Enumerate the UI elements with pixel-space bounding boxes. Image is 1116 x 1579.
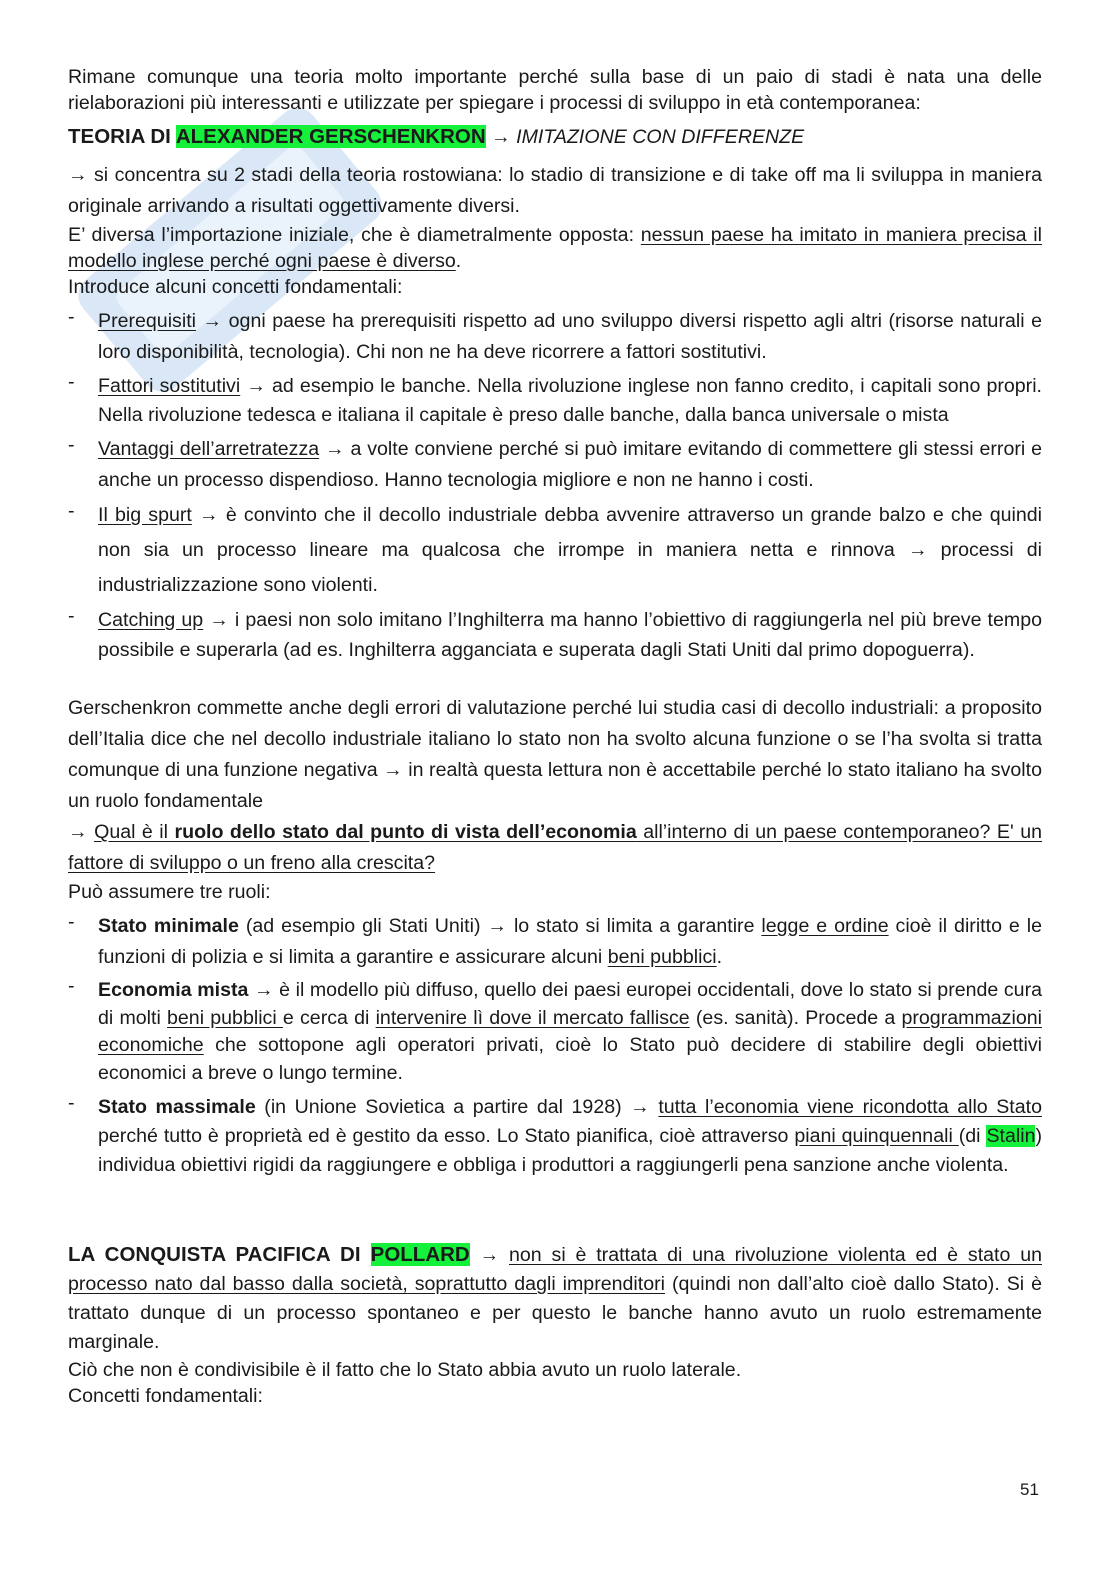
role-underline: programmazioni economiche — [98, 1006, 1042, 1056]
intro-paragraph: Rimane comunque una teoria molto importante perché sulla base di un paio di stadi è nata una delle rielaborazioni più interessanti e utilizzate per spiegare i processi di sviluppo in età contemporanea: — [68, 66, 1042, 114]
concept-term: Prerequisiti — [98, 310, 197, 332]
pollard-heading-prefix: LA CONQUISTA PACIFICA DI — [68, 1243, 371, 1266]
concept-term: Vantaggi dell’arretratezza — [98, 438, 320, 460]
role-underline: tutta l’economia viene ricondotta allo Stato — [658, 1096, 1042, 1118]
concept-text: → ogni paese ha prerequisiti rispetto ad uno sviluppo diversi rispetto agli altri (risorse naturali e loro disponibilità, tecnologia). Chi non ne ha deve ricorrere a fattori sostitutivi. — [98, 310, 1042, 363]
role-text: (di — [958, 1125, 987, 1147]
state-role-q-end: all’interno di un paese contemporaneo? E' un fattore di sviluppo o un freno alla crescita? — [68, 821, 1042, 874]
list-item — [68, 498, 1042, 603]
role-text: e cerca di — [282, 1006, 376, 1029]
pollard-paragraph — [68, 1240, 1042, 1357]
pollard-p3: Concetti fondamentali: — [68, 1385, 263, 1407]
role-text: (es. sanità). Procede a — [689, 1006, 902, 1029]
role-underline: legge e ordine — [761, 915, 889, 937]
list-item-minimal-state — [68, 911, 1042, 973]
stalin-highlight: Stalin — [986, 1125, 1036, 1147]
concept-text: → i paesi non solo imitano l’Inghilterra ma hanno l’obiettivo di raggiungerla nel più breve tempo possibile e superarla (ad es. Inghilterra agganciata e superata dagli Stati Uniti dal primo dopoguerra). — [98, 609, 1042, 661]
pollard-text: (quindi non dall’alto cioè dallo Stato). Si è trattato dunque di un processo spontaneo e per questo le banche hanno avuto un ruolo estremamente marginale. — [68, 1273, 1042, 1353]
state-role-question — [68, 817, 1042, 879]
gerschenkron-p2-lead: E’ diversa l’importazione iniziale, che è diametralmente opposta: — [68, 224, 641, 246]
concept-text: → è convinto che il decollo industriale debba avvenire attraverso un grande balzo e che quindi non sia un processo lineare ma qualcosa che irrompe in maniera netta e rinnova → processi di industrializzazione sono violenti. — [98, 504, 1042, 596]
role-text: . — [716, 946, 723, 968]
list-item — [68, 434, 1042, 496]
page-number: 51 — [1020, 1480, 1039, 1499]
list-item — [68, 306, 1042, 368]
role-underline: beni pubblici — [607, 946, 717, 968]
list-item — [68, 372, 1042, 430]
gerschenkron-heading — [68, 122, 1042, 152]
pollard-underline: non si è trattata di una rivoluzione violenta ed è stato un processo nato dal basso dalla società, soprattutto dagli imprenditori — [68, 1244, 1043, 1295]
gerschenkron-name-highlight: ALEXANDER GERSCHENKRON — [175, 125, 486, 148]
role-underline: beni pubblici — [167, 1006, 283, 1029]
concept-text: → a volte conviene perché si può imitare evitando di commettere gli stessi errori e anche un processo dispendioso. Hanno tecnologia migliore e non ne hanno i costi. — [98, 438, 1042, 491]
gerschenkron-p2-underline: nessun paese ha imitato in maniera precisa il modello inglese perché ogni paese è diverso — [68, 224, 1042, 272]
gerschenkron-p2-end: . — [455, 250, 462, 272]
role-text: (ad esempio gli Stati Uniti) → lo stato si limita a garantire — [238, 915, 762, 937]
gerschenkron-p3: Introduce alcuni concetti fondamentali: — [68, 276, 403, 298]
list-item-mixed-economy — [68, 977, 1042, 1087]
pollard-name-highlight: POLLARD — [370, 1243, 470, 1266]
role-term: Stato massimale — [98, 1096, 256, 1118]
gerschenkron-arrow: → — [485, 126, 517, 148]
gerschenkron-heading-prefix: TEORIA DI — [68, 125, 176, 148]
concept-text: → ad esempio le banche. Nella rivoluzione inglese non fanno credito, i capitali sono propri. Nella rivoluzione tedesca e italiana il capitale è preso dalle banche, dalla banca universale o mista — [98, 375, 1042, 426]
state-role-intro: Può assumere tre ruoli: — [68, 881, 271, 903]
pollard-arrow: → — [469, 1244, 509, 1266]
role-text: ) individua obiettivi rigidi da raggiungere e obbliga i produttori a raggiungerli pena sanzione anche violenta. — [98, 1125, 1042, 1176]
errors-paragraph: Gerschenkron commette anche degli errori di valutazione perché lui studia casi di decollo industriali: a proposito dell’Italia dice che nel decollo industriale italiano lo stato non ha svolto alcuna funzione o se l’ha svolta si tratta comunque di una funzione negativa → in realtà questa lettura non è accettabile perché lo stato italiano ha svolto un ruolo fondamentale — [68, 697, 1042, 812]
role-text: (in Unione Sovietica a partire dal 1928) → — [255, 1096, 659, 1118]
role-underline: intervenire lì dove il mercato fallisce — [375, 1006, 690, 1029]
role-term: Economia mista — [98, 979, 249, 1001]
concept-term: Fattori sostitutivi — [98, 375, 241, 397]
gerschenkron-concepts-list — [68, 306, 1042, 665]
state-roles-list — [68, 911, 1042, 1180]
state-role-q-lead: Qual è il — [94, 821, 175, 843]
gerschenkron-p1: → si concentra su 2 stadi della teoria rostowiana: lo stadio di transizione e di take off ma li sviluppa in maniera originale arrivando a risultati oggettivamente diversi. — [68, 164, 1042, 217]
document-page — [68, 64, 1042, 1409]
list-item — [68, 605, 1042, 665]
state-role-q-bold: ruolo dello stato dal punto di vista dell’economia — [174, 821, 637, 843]
concept-term: Catching up — [98, 609, 204, 631]
role-text: che sottopone agli operatori privati, cioè lo Stato può decidere di stabilire degli obiettivi economici a breve o lungo termine. — [98, 1034, 1042, 1084]
role-text: → è il modello più diffuso, quello dei paesi europei occidentali, dove lo stato si prende cura di molti — [98, 979, 1042, 1029]
role-text: perché tutto è proprietà ed è gestito da esso. Lo Stato pianifica, cioè attraverso — [98, 1125, 795, 1147]
concept-term: Il big spurt — [98, 504, 192, 526]
state-role-arrow: → — [68, 821, 95, 843]
role-underline: piani quinquennali — [794, 1125, 959, 1147]
list-item-maximal-state — [68, 1093, 1042, 1180]
gerschenkron-subtitle: IMITAZIONE CON DIFFERENZE — [516, 126, 805, 148]
gerschenkron-p2 — [68, 222, 1042, 274]
role-term: Stato minimale — [98, 915, 239, 937]
pollard-p2: Ciò che non è condivisibile è il fatto che lo Stato abbia avuto un ruolo laterale. — [68, 1359, 742, 1381]
role-text: cioè il diritto e le funzioni di polizia e si limita a garantire e assicurare alcuni — [98, 915, 1042, 968]
